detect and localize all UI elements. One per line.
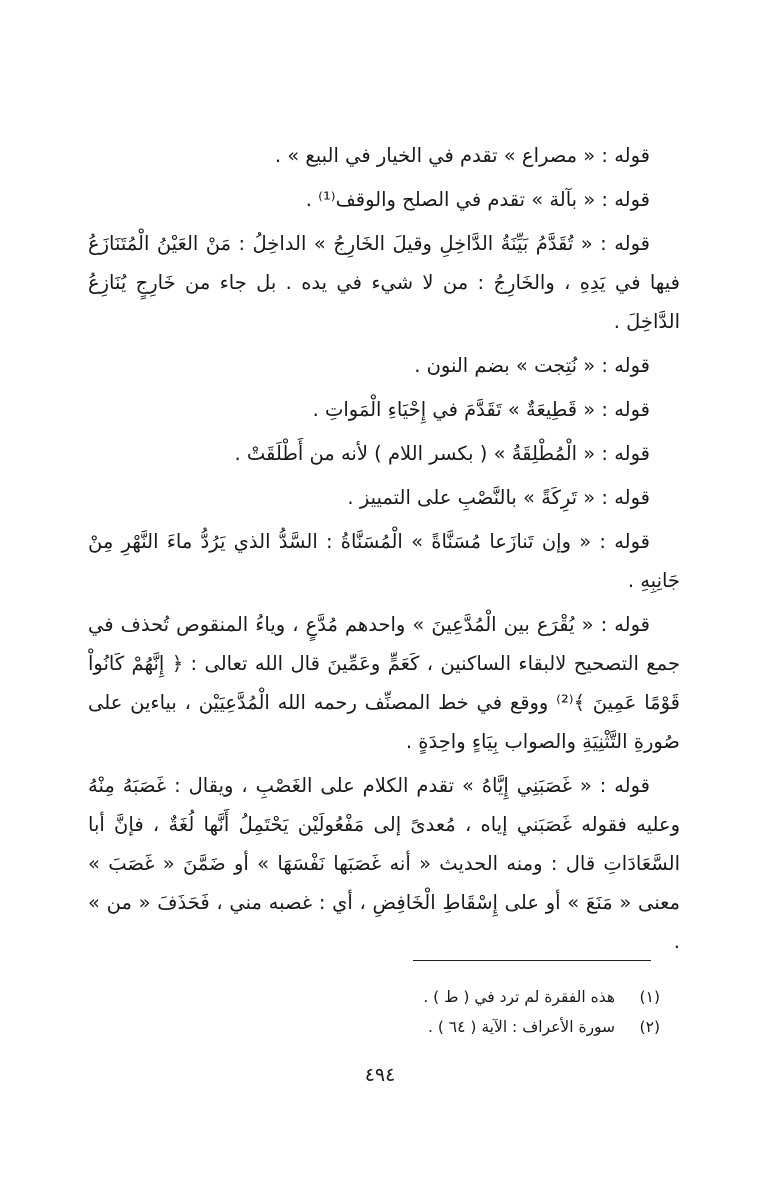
footnotes: [200, 982, 660, 1042]
footnote-separator: [413, 960, 651, 961]
footnote-text: سورة الأعراف : الآية ( ٦٤ ) .: [427, 1018, 616, 1036]
paragraph-4: قوله : « نُتِجت » بضم النون .: [414, 354, 650, 377]
page-number: ٤٩٤: [364, 1064, 396, 1086]
paragraph-8: قوله : « وإن تَنازَعا مُسَنَّاةً » الْمُسَنَّاةُ : السَّدُّ الذي يَرُدُّ ماءَ النَّهْرِ مِنْ جَانِبِهِ .: [88, 530, 680, 592]
paragraph-9: قوله : « يُقْرَع بين الْمُدَّعِينَ » واحدهم مُدَّعٍ ، وياءُ المنقوص تُحذف في جمع التصحيح لالبقاء الساكنين ، كَعَمٍّ وعَمِّينَ قال الله تعالى : ﴿ إِنَّهُمْ كَانُواْ قَوْمًا عَمِينَ ﴾⁽²⁾ ووقع في خط المصنِّف رحمه الله الْمُدَّعِيَيْن ، بياءين على صُورةِ التَّثْنِيَةِ والصواب بِيَاءٍ واحِدَةٍ .: [88, 613, 681, 753]
footnote-1: [200, 982, 660, 1012]
paragraph-5: قوله : « قَطِيعَةٌ » تَقَدَّمَ في إِحْيَاءِ الْمَواتِ .: [312, 398, 650, 421]
footnote-number: (١): [639, 988, 660, 1006]
paragraph-3: قوله : « تُقَدَّمُ بَيِّنَةُ الدَّاخِلِ وقيلَ الخَارِجُ » الداخِلُ : مَنْ العَيْنُ الْمُتَنَازَعُ فيها في يَدِهِ ، والخَارِجُ : من لا شيء في يده . بل جاء من خَارِجٍ يُنَازِعُ الدَّاخِلَ .: [88, 232, 680, 333]
paragraph-2: قوله : « بآلة » تقدم في الصلح والوقف⁽¹⁾ .: [305, 188, 650, 211]
footnote-text: هذه الفقرة لم ترد في ( ط ) .: [423, 988, 616, 1006]
footnote-2: [200, 1012, 660, 1042]
paragraph-1: قوله : « مصراع » تقدم في الخيار في البيع » .: [274, 144, 650, 167]
paragraph-7: قوله : « تَرِكَةً » بالنَّصْبِ على التمييز .: [347, 486, 650, 509]
footnote-number: (٢): [639, 1018, 660, 1036]
paragraph-10: قوله : « غَصَبَنِي إِيَّاهُ » تقدم الكلام على الغَصْبِ ، ويقال : غَصَبَهُ مِنْهُ وعليه فقوله غَصَبَني إياه ، مُعدىً إلى مَفْعُولَيْن يَحْتَمِلُ أَنَّها لُغَةٌ ، فإنَّ أبا السَّعَادَاتِ قال : ومنه الحديث « أنه غَصَبَها نَفْسَهَا » أو ضَمَّنَ « غَصَبَ » معنى « مَنَعَ » أو على إِسْقَاطِ الْخَافِضِ ، أي : غصبه مني ، فَحَذَفَ « من » .: [88, 774, 680, 953]
paragraph-6: قوله : « الْمُطْلِقَةُ » ( بكسر اللام ) لأنه من أَطْلَقَتْ .: [234, 442, 650, 465]
main-text: [88, 136, 680, 966]
